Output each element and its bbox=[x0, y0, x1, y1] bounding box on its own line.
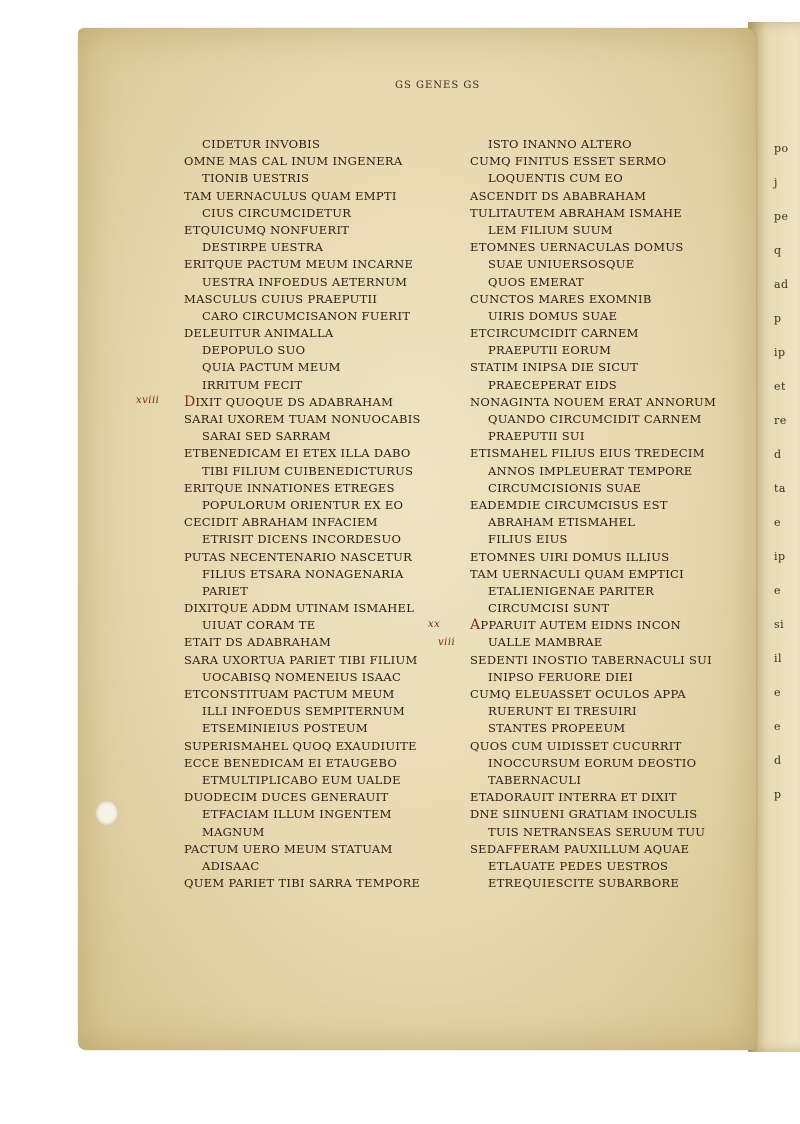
text-line bbox=[184, 428, 434, 445]
text-line-content: ECCE BENEDICAM EI ETAUGEBO bbox=[184, 755, 398, 770]
text-line bbox=[470, 806, 720, 823]
text-line bbox=[470, 583, 720, 600]
text-line bbox=[470, 274, 720, 291]
text-line-content: ETOMNES UIRI DOMUS ILLIUS bbox=[470, 549, 670, 564]
text-line bbox=[470, 480, 720, 497]
text-line-content: UOCABISQ NOMENEIUS ISAAC bbox=[202, 669, 402, 684]
text-line-content: QUIA PACTUM MEUM bbox=[202, 360, 341, 375]
text-line bbox=[470, 824, 720, 841]
text-line-content: ILLI INFOEDUS SEMPITERNUM bbox=[202, 704, 405, 719]
text-line bbox=[470, 411, 720, 428]
text-line bbox=[184, 841, 434, 858]
text-line bbox=[184, 274, 434, 291]
running-head: GS GENES GS bbox=[395, 80, 481, 91]
text-line-content: ETLAUATE PEDES UESTROS bbox=[488, 858, 669, 873]
text-line bbox=[184, 755, 434, 772]
text-line-content: ETCIRCUMCIDIT CARNEM bbox=[470, 326, 639, 341]
text-line bbox=[184, 136, 434, 153]
text-line bbox=[184, 411, 434, 428]
facing-page-fragment: e bbox=[774, 720, 782, 733]
text-line bbox=[184, 738, 434, 755]
text-line-content: TIBI FILIUM CUIBENEDICTURUS bbox=[202, 463, 414, 478]
right-column bbox=[470, 136, 720, 892]
text-line-content: TABERNACULI bbox=[488, 772, 582, 787]
text-line bbox=[184, 720, 434, 737]
marginal-number-right-a: xx bbox=[428, 619, 441, 630]
text-line bbox=[470, 755, 720, 772]
text-line-content: MASCULUS CUIUS PRAEPUTII bbox=[184, 291, 378, 306]
text-line-content: ETOMNES UERNACULAS DOMUS bbox=[470, 240, 684, 255]
text-line-content: UIRIS DOMUS SUAE bbox=[488, 308, 618, 323]
text-line-content: STATIM INIPSA DIE SICUT bbox=[470, 360, 639, 375]
text-line-content: DUODECIM DUCES GENERAUIT bbox=[184, 790, 389, 805]
text-line-content: FILIUS EIUS bbox=[488, 532, 568, 547]
text-line bbox=[184, 806, 434, 823]
facing-page-fragment: ip bbox=[774, 550, 786, 563]
text-line bbox=[470, 377, 720, 394]
text-line-content: PPARUIT AUTEM EIDNS INCON bbox=[480, 618, 682, 633]
text-line bbox=[470, 858, 720, 875]
facing-page-fragment: re bbox=[774, 414, 787, 427]
text-line-content: ETMULTIPLICABO EUM UALDE bbox=[202, 772, 401, 787]
text-line bbox=[470, 652, 720, 669]
text-line-content: TULITAUTEM ABRAHAM ISMAHE bbox=[470, 205, 682, 220]
text-line-content: STANTES PROPEEUM bbox=[488, 721, 626, 736]
text-line bbox=[184, 617, 434, 634]
text-line-content: ETREQUIESCITE SUBARBORE bbox=[488, 876, 680, 891]
text-line-content: UALLE MAMBRAE bbox=[488, 635, 603, 650]
facing-page-fragment: d bbox=[774, 448, 782, 461]
text-line bbox=[470, 686, 720, 703]
text-line bbox=[470, 308, 720, 325]
text-line bbox=[470, 291, 720, 308]
text-line bbox=[184, 600, 434, 617]
text-line-content: QUANDO CIRCUMCIDIT CARNEM bbox=[488, 412, 702, 426]
text-line bbox=[470, 720, 720, 737]
text-line-content: QUEM PARIET TIBI SARRA TEMPORE bbox=[184, 876, 421, 891]
text-line bbox=[184, 239, 434, 256]
text-line bbox=[470, 600, 720, 617]
text-line bbox=[184, 858, 434, 875]
text-line-content: CUMQ FINITUS ESSET SERMO bbox=[470, 154, 667, 169]
text-line bbox=[184, 291, 434, 308]
text-line bbox=[184, 205, 434, 222]
text-line bbox=[470, 445, 720, 462]
text-line-content: INOCCURSUM EORUM DEOSTIO bbox=[488, 755, 697, 770]
text-line bbox=[184, 566, 434, 583]
text-line bbox=[470, 497, 720, 514]
text-line bbox=[184, 703, 434, 720]
text-line bbox=[470, 703, 720, 720]
text-line bbox=[184, 669, 434, 686]
text-line-content: EADEMDIE CIRCUMCISUS EST bbox=[470, 497, 668, 512]
facing-page-fragment: e bbox=[774, 584, 782, 597]
text-line bbox=[470, 136, 720, 153]
text-line-content: CIDETUR INVOBIS bbox=[202, 137, 321, 151]
text-line-content: CARO CIRCUMCISANON FUERIT bbox=[202, 308, 411, 323]
text-line bbox=[184, 463, 434, 480]
text-line bbox=[470, 738, 720, 755]
text-line bbox=[184, 789, 434, 806]
text-line-content: PACTUM UERO MEUM STATUAM bbox=[184, 841, 393, 856]
text-line-content: CIRCUMCISI SUNT bbox=[488, 601, 610, 616]
text-line-content: QUOS CUM UIDISSET CUCURRIT bbox=[470, 738, 682, 753]
text-line-content: ETISMAHEL FILIUS EIUS TREDECIM bbox=[470, 446, 705, 461]
left-column bbox=[184, 136, 434, 892]
text-line bbox=[184, 222, 434, 239]
text-line-content: PRAEPUTII EORUM bbox=[488, 343, 612, 358]
text-line bbox=[470, 875, 720, 892]
text-line bbox=[184, 480, 434, 497]
text-line-content: ERITQUE INNATIONES ETREGES bbox=[184, 480, 395, 495]
facing-page-fragment: ta bbox=[774, 482, 786, 495]
text-line bbox=[470, 205, 720, 222]
text-line-content: SARAI UXOREM TUAM NONUOCABIS bbox=[184, 412, 421, 426]
text-line bbox=[470, 394, 720, 411]
text-line bbox=[184, 652, 434, 669]
text-line bbox=[184, 634, 434, 651]
text-line-content: TIONIB UESTRIS bbox=[202, 171, 310, 186]
text-line bbox=[184, 188, 434, 205]
text-line-content: SUPERISMAHEL QUOQ EXAUDIUITE bbox=[184, 738, 417, 753]
text-line bbox=[470, 549, 720, 566]
text-line-content: ANNOS IMPLEUERAT TEMPORE bbox=[488, 463, 693, 478]
text-line-content: CUMQ ELEUASSET OCULOS APPA bbox=[470, 687, 687, 701]
facing-page-fragment: p bbox=[774, 312, 782, 325]
text-line bbox=[470, 153, 720, 170]
facing-page-fragment: pe bbox=[774, 210, 789, 223]
text-line bbox=[184, 325, 434, 342]
text-line-content: ETADORAUIT INTERRA ET DIXIT bbox=[470, 790, 677, 805]
text-line bbox=[184, 256, 434, 273]
text-line bbox=[470, 634, 720, 651]
decorated-initial: A bbox=[470, 617, 481, 634]
text-line bbox=[470, 342, 720, 359]
text-line bbox=[184, 514, 434, 531]
text-line-content: UESTRA INFOEDUS AETERNUM bbox=[202, 274, 408, 289]
text-line-content: FILIUS ETSARA NONAGENARIA bbox=[202, 566, 404, 581]
text-line-content: PRAECEPERAT EIDS bbox=[488, 377, 617, 392]
text-line-content: RUERUNT EI TRESUIRI bbox=[488, 704, 637, 719]
text-line bbox=[184, 170, 434, 187]
text-line-content: ETQUICUMQ NONFUERIT bbox=[184, 222, 350, 237]
marginal-number-left: xviii bbox=[136, 395, 160, 406]
text-line bbox=[184, 875, 434, 892]
text-line-content: MAGNUM bbox=[202, 824, 265, 839]
text-line-content: ETSEMINIEIUS POSTEUM bbox=[202, 721, 369, 736]
text-line bbox=[184, 394, 434, 411]
text-line bbox=[470, 514, 720, 531]
text-line-content: CIRCUMCISIONIS SUAE bbox=[488, 480, 642, 495]
text-line-content: IRRITUM FECIT bbox=[202, 377, 303, 392]
text-line-content: TAM UERNACULI QUAM EMPTICI bbox=[470, 566, 684, 581]
text-line-content: CUNCTOS MARES EXOMNIB bbox=[470, 291, 652, 306]
text-line bbox=[470, 256, 720, 273]
facing-page-fragment: e bbox=[774, 686, 782, 699]
text-line bbox=[184, 359, 434, 376]
text-line-content: IXIT QUOQUE DS ADABRAHAM bbox=[195, 394, 394, 409]
facing-page-fragment: ad bbox=[774, 278, 789, 291]
text-line-content: ETAIT DS ADABRAHAM bbox=[184, 635, 332, 650]
text-line-content: DNE SIINUENI GRATIAM INOCULIS bbox=[470, 807, 698, 822]
text-line-content: SUAE UNIUERSOSQUE bbox=[488, 257, 635, 272]
text-line-content: DEPOPULO SUO bbox=[202, 343, 306, 358]
text-line-content: DIXITQUE ADDM UTINAM ISMAHEL bbox=[184, 601, 415, 616]
facing-page-fragment: si bbox=[774, 618, 785, 631]
facing-page-fragment: il bbox=[774, 652, 783, 665]
text-line-content: DESTIRPE UESTRA bbox=[202, 240, 324, 255]
text-line bbox=[184, 342, 434, 359]
text-line-content: SARAI SED SARRAM bbox=[202, 429, 331, 444]
text-line bbox=[470, 617, 720, 634]
text-line-content: PRAEPUTII SUI bbox=[488, 429, 585, 444]
facing-page-fragment: et bbox=[774, 380, 786, 393]
text-line bbox=[184, 497, 434, 514]
text-line-content: INIPSO FERUORE DIEI bbox=[488, 669, 634, 684]
facing-page-fragment: ip bbox=[774, 346, 786, 359]
text-line bbox=[470, 841, 720, 858]
text-line-content: SEDAFFERAM PAUXILLUM AQUAE bbox=[470, 841, 690, 856]
text-line-content: ABRAHAM ETISMAHEL bbox=[488, 515, 636, 530]
text-line bbox=[184, 824, 434, 841]
text-line-content: SEDENTI INOSTIO TABERNACULI SUI bbox=[470, 652, 712, 667]
text-line-content: PUTAS NECENTENARIO NASCETUR bbox=[184, 549, 413, 564]
text-line-content: LOQUENTIS CUM EO bbox=[488, 171, 623, 186]
facing-page-fragment: j bbox=[774, 176, 778, 189]
text-line bbox=[470, 325, 720, 342]
text-line-content: ETALIENIGENAE PARITER bbox=[488, 583, 655, 598]
text-line bbox=[470, 428, 720, 445]
text-line bbox=[470, 170, 720, 187]
text-line bbox=[184, 686, 434, 703]
text-line bbox=[184, 531, 434, 548]
text-line-content: OMNE MAS CAL INUM INGENERA bbox=[184, 154, 403, 169]
facing-page-fragment: p bbox=[774, 788, 782, 801]
text-line-content: ERITQUE PACTUM MEUM INCARNE bbox=[184, 257, 414, 272]
text-line bbox=[470, 669, 720, 686]
text-line bbox=[184, 308, 434, 325]
text-line-content: DELEUITUR ANIMALLA bbox=[184, 326, 334, 341]
text-line bbox=[470, 566, 720, 583]
text-line-content: ETFACIAM ILLUM INGENTEM bbox=[202, 807, 392, 822]
text-line bbox=[184, 583, 434, 600]
text-line bbox=[184, 549, 434, 566]
marginal-number-right-b: viii bbox=[438, 637, 456, 648]
decorated-initial: D bbox=[184, 393, 196, 410]
text-line-content: ASCENDIT DS ABABRAHAM bbox=[470, 188, 647, 203]
facing-page-fragment: e bbox=[774, 516, 782, 529]
parchment-hole bbox=[95, 800, 119, 826]
text-line bbox=[470, 239, 720, 256]
text-line bbox=[470, 789, 720, 806]
text-line bbox=[470, 222, 720, 239]
text-line-content: ETBENEDICAM EI ETEX ILLA DABO bbox=[184, 446, 411, 461]
text-line bbox=[184, 445, 434, 462]
text-line-content: PARIET bbox=[202, 583, 249, 598]
text-line-content: UIUAT CORAM TE bbox=[202, 618, 316, 633]
facing-page-fragment: q bbox=[774, 244, 782, 257]
text-line-content: LEM FILIUM SUUM bbox=[488, 222, 613, 237]
text-line-content: POPULORUM ORIENTUR EX EO bbox=[202, 497, 404, 512]
text-line bbox=[470, 188, 720, 205]
text-line bbox=[184, 377, 434, 394]
text-line-content: ETRISIT DICENS INCORDESUO bbox=[202, 532, 402, 547]
facing-page-fragment: po bbox=[774, 142, 789, 155]
text-line-content: ETCONSTITUAM PACTUM MEUM bbox=[184, 687, 395, 701]
text-line-content: TAM UERNACULUS QUAM EMPTI bbox=[184, 188, 397, 203]
text-line bbox=[470, 772, 720, 789]
text-line-content: CECIDIT ABRAHAM INFACIEM bbox=[184, 515, 378, 530]
text-line bbox=[184, 153, 434, 170]
facing-page-fragment: d bbox=[774, 754, 782, 767]
text-line-content: TUIS NETRANSEAS SERUUM TUU bbox=[488, 824, 706, 839]
text-line bbox=[470, 359, 720, 376]
text-line-content: NONAGINTA NOUEM ERAT ANNORUM bbox=[470, 394, 717, 409]
text-line bbox=[470, 531, 720, 548]
text-line bbox=[184, 772, 434, 789]
text-line-content: ISTO INANNO ALTERO bbox=[488, 137, 632, 151]
text-line bbox=[470, 463, 720, 480]
text-line-content: QUOS EMERAT bbox=[488, 274, 584, 289]
text-line-content: ADISAAC bbox=[202, 858, 260, 873]
text-line-content: SARA UXORTUA PARIET TIBI FILIUM bbox=[184, 652, 418, 667]
text-line-content: CIUS CIRCUMCIDETUR bbox=[202, 205, 352, 220]
